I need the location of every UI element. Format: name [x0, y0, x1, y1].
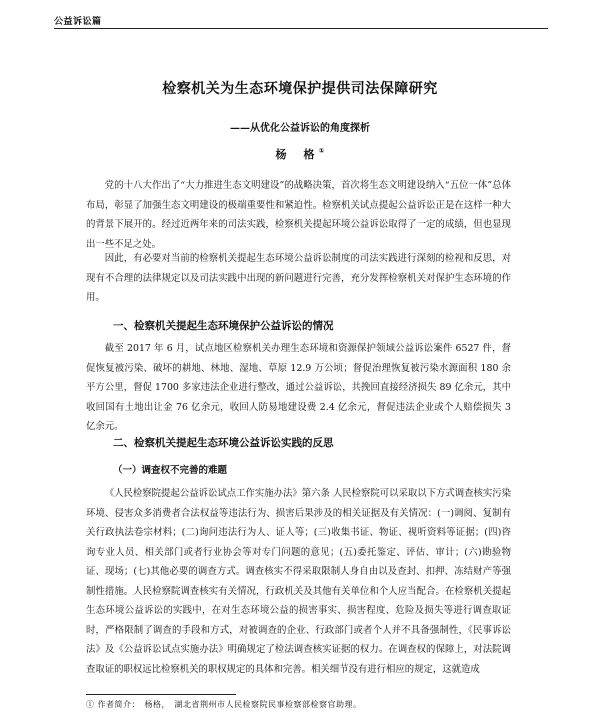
article-subtitle: ——从优化公益诉讼的角度探析	[230, 123, 370, 134]
paragraph-text: 《人民检察院提起公益诉讼试点工作实施办法》第六条 人民检察院可以采取以下方式调查核实污染环境、侵害众多消费者合法权益等违法行为、损害后果涉及的相关证据及有关情况：(一)调阅、复制有关行政执法卷宗材料；(二)询问违法行为人、证人等；(三)收集书证、物证、视听资料等证据；(四)咨询专业人员、相关部门或者行业协会等对专门问题的意见；(五)委托鉴定、评估、审计；(六)勘验物证、现场；(七)其他必要的调查方式。调查核实不得采取限制人身自由以及查封、扣押、冻结财产等强制性措施。人民检察院调查核实有关情况，行政机关及其他有关单位和个人应当配合。在检察机关提起生态环境公益诉讼的实践中，在对生态环境公益的损害事实、损害程度、危险及损失等进行调查取证时，严格限制了调查的手段和方式，对被调查的企业、行政部门或者个人并不具备强制性，《民事诉讼法》及《公益诉讼试点实施办法》明确规定了检法调查核实证据的权力。在调查权的保障上，对法院调查取证的职权远比检察机关的职权规定的具体和完善。相关细节没有进行相应的规定，这就造成	[86, 488, 511, 675]
article-title: 检察机关为生态环境保护提供司法保障研究	[162, 81, 438, 97]
intro-paragraph-1	[86, 176, 511, 254]
paragraph-text: 因此，有必要对当前的检察机关提起生态环境公益诉讼制度的司法实践进行深刻的检视和反思，对现有不合理的法律规定以及司法实践中出现的新问题进行完善，充分发挥检察机关对保护生态环境的作用。	[86, 253, 511, 303]
author-name: 杨 格	[275, 148, 318, 161]
footnote	[86, 699, 362, 710]
section-2-subheading: （一）调查权不完善的难题	[113, 465, 228, 476]
footnote-mark: ①	[86, 700, 95, 709]
paragraph-text: 截至 2017 年 6 月，试点地区检察机关办理生态环境和资源保护领域公益诉讼案件 6527 件，督促恢复被污染、破坏的耕地、林地、湿地、草原 12.9 万公顷；督促治理恢复被污染水源面积 180 余平方公里，督促 1700 多家违法企业进行整改，通过公益诉讼，共挽回直接经济损失 89 亿余元，其中收回国有土地出让金 76 亿余元，收回人防易地建设费 2.4 亿余元，督促违法企业或个人赔偿损失 3 亿余元。	[86, 343, 511, 432]
intro-paragraph-2	[86, 249, 511, 308]
section-2-heading: 二、检察机关提起生态环境公益诉讼实践的反思	[113, 437, 334, 449]
running-header: 公益诉讼篇	[54, 17, 102, 27]
header-divider	[54, 28, 548, 29]
footnote-divider	[86, 694, 236, 695]
section-2-paragraph	[86, 484, 511, 679]
author-footnote-mark: ①	[318, 147, 325, 156]
section-1-heading: 一、检察机关提起生态环境保护公益诉讼的情况	[113, 320, 334, 332]
footnote-text: 作者简介： 杨格， 湖北省荆州市人民检察院民事检察部检察官助理。	[97, 700, 362, 709]
section-1-paragraph	[86, 339, 511, 437]
paragraph-text: 党的十八大作出了“大力推进生态文明建设”的战略决策，首次将生态文明建设纳入“五位一体”总体布局，彰显了加强生态文明建设的极端重要性和紧迫性。检察机关试点提起公益诉讼正是在这样一种大的背景下展开的。经过近两年来的司法实践，检察机关提起环境公益诉讼取得了一定的成绩，但也显现出一些不足之处。	[86, 180, 511, 250]
author-line	[0, 146, 600, 162]
